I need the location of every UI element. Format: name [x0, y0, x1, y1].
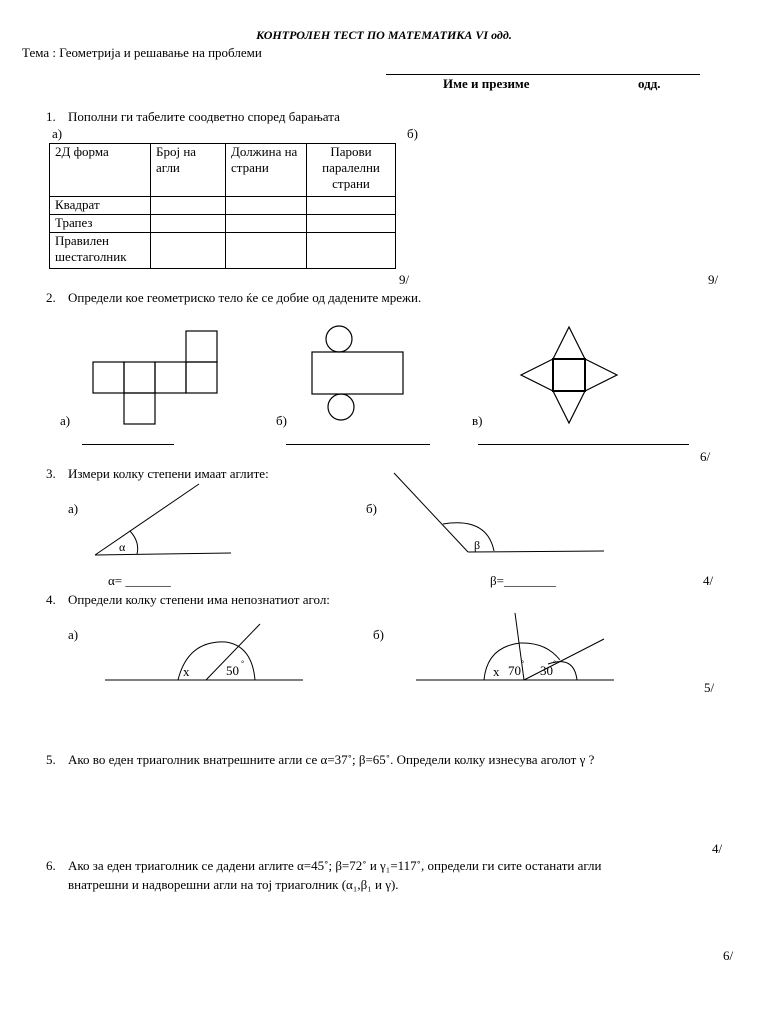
q6-number: 6.: [46, 858, 56, 873]
table-header: 2Д форма: [50, 144, 151, 197]
q3-text: Измери колку степени имаат аглите:: [68, 466, 269, 481]
table-header: Должина на страни: [226, 144, 307, 197]
q2-number: 2.: [46, 290, 56, 305]
degree-symbol: °: [553, 659, 557, 668]
q3-answer-b[interactable]: β=________: [490, 573, 556, 588]
angle-50-label: 50: [226, 663, 239, 678]
q6-line2: внатрешни и надворешни агли на тој триаголник (α₁,β₁ и γ).: [68, 877, 399, 892]
x-label-a: x: [183, 664, 190, 679]
q1-score-b: 9/: [708, 272, 719, 287]
q2-label-a: а): [60, 413, 71, 428]
q3-score: 4/: [703, 573, 714, 588]
angle-70-label: 70: [508, 663, 521, 678]
q1-score-a: 9/: [399, 272, 410, 287]
q4-part-b-label: б): [373, 627, 384, 642]
q1-part-a-label: а): [52, 126, 63, 141]
beta-symbol: β: [474, 538, 481, 552]
table-row-label: Правилен шестаголник: [50, 233, 151, 269]
angle-30-label: 30: [540, 663, 553, 678]
q1-part-b-label: б): [407, 126, 418, 141]
q2-text: Определи кое геометриско тело ќе се добие од дадените мрежи.: [68, 290, 422, 305]
table-row-label: Квадрат: [50, 197, 151, 215]
test-title: КОНТРОЛЕН ТЕСТ ПО МАТЕМАТИКА VI одд.: [256, 28, 512, 42]
q5-text: Ако во еден триаголник внатрешните агли се α=37˚; β=65˚. Определи колку изнесува аголот γ ?: [68, 752, 595, 767]
q6-line1: Ако за еден триаголник се дадени аглите α=45˚; β=72˚ и γ₁=117˚, определи ги сите останати агли: [68, 858, 602, 873]
q3-answer-a[interactable]: α= _______: [108, 573, 171, 588]
table-row-label: Трапез: [50, 215, 151, 233]
q2-label-c: в): [472, 413, 483, 428]
q6-score: 6/: [723, 948, 734, 963]
q3-number: 3.: [46, 466, 56, 481]
q3-part-a-label: а): [68, 501, 79, 516]
q4-number: 4.: [46, 592, 56, 607]
q1-number: 1.: [46, 109, 56, 124]
q2-label-b: б): [276, 413, 287, 428]
name-label: Име и презиме: [443, 76, 530, 91]
q4-part-a-label: а): [68, 627, 79, 642]
degree-symbol: °: [241, 659, 245, 668]
q2-score: 6/: [700, 449, 711, 464]
class-label: одд.: [638, 76, 661, 91]
q4-score: 5/: [704, 680, 715, 695]
table-header: Број на агли: [151, 144, 226, 197]
q5-score: 4/: [712, 841, 723, 856]
x-label-b: x: [493, 664, 500, 679]
table-header: Парови паралелни страни: [307, 144, 396, 197]
q4-text: Определи колку степени има непознатиот агол:: [68, 592, 330, 607]
topic-line: Тема : Геометрија и решавање на проблеми: [22, 45, 262, 60]
q1-text: Пополни ги табелите соодветно според барањата: [68, 109, 340, 124]
alpha-symbol: α: [119, 540, 126, 554]
unknown-angle-a: [105, 624, 303, 680]
q5-number: 5.: [46, 752, 56, 767]
degree-symbol: °: [521, 659, 525, 668]
q3-part-b-label: б): [366, 501, 377, 516]
